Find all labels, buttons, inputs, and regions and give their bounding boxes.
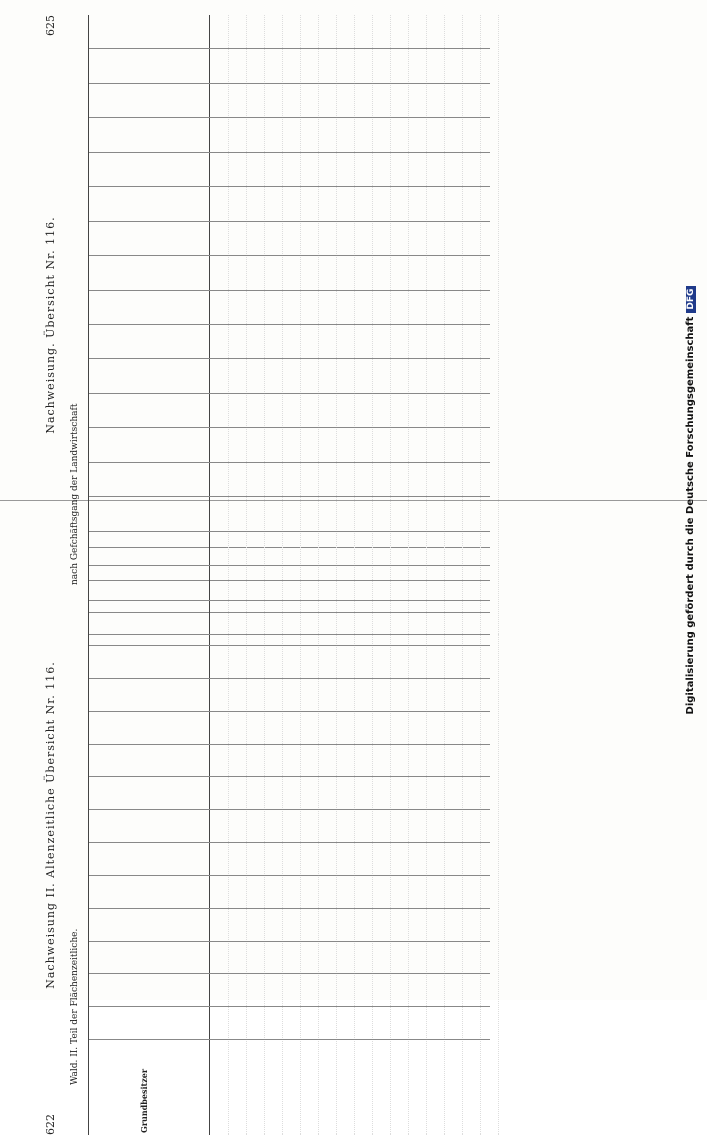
column-rule [89,973,490,974]
column-rule [89,152,490,153]
table-body [211,15,490,635]
column-rule [89,600,490,601]
column-rule [89,777,490,778]
column-rule [89,290,490,291]
column-rule [89,711,490,712]
credit-text: Digitalisierung gefördert durch die Deutsche Forschungsgemeinschaft [685,316,696,715]
column-rule [89,908,490,909]
statistics-table [88,15,490,635]
table-row [319,15,337,635]
digitization-credit [685,0,699,1000]
column-rule [89,634,490,635]
column-rule [89,645,490,646]
column-rule [89,842,490,843]
subheading: nach Gefchäftsgang der Landwirtschaft [70,403,80,585]
column-rule [89,809,490,810]
table-row [211,15,229,635]
table-row [409,15,427,635]
table-row [445,15,463,635]
first-column-header: Grundbesitzer [139,1068,149,1133]
column-rule [89,393,490,394]
table-row [373,15,391,635]
running-head: Nachweisung. Übersicht Nr. 116. [44,216,57,434]
column-rule [89,875,490,876]
column-rule [89,462,490,463]
column-rule [89,221,490,222]
column-headers [89,15,210,635]
column-rule [89,531,490,532]
column-rule [89,496,490,497]
column-rule [89,324,490,325]
table-row [229,15,247,635]
table-row [481,15,499,635]
table-row [355,15,373,635]
column-rule [89,565,490,566]
table-row [463,15,481,635]
subheading: Wald. II. Teil der Flächenzeitliche. [70,928,80,1085]
table-row [391,15,409,635]
page-number: 625 [44,15,57,36]
column-rule [89,83,490,84]
column-rule [89,1039,490,1040]
column-rule [89,744,490,745]
table-row [265,15,283,635]
page-right [30,5,500,645]
column-rule [89,186,490,187]
dfg-logo: DFG [686,286,696,313]
page-number: 622 [44,1114,57,1135]
column-rule [89,255,490,256]
column-rule [89,48,490,49]
column-rule [89,427,490,428]
column-rule [89,941,490,942]
table-row [337,15,355,635]
table-row [301,15,319,635]
running-head: Nachweisung II. Altenzeitliche Übersicht Nr. 116. [44,661,57,989]
column-rule [89,117,490,118]
column-rule [89,1006,490,1007]
column-rule [89,358,490,359]
table-row [247,15,265,635]
table-row [427,15,445,635]
column-rule [89,678,490,679]
table-row [283,15,301,635]
